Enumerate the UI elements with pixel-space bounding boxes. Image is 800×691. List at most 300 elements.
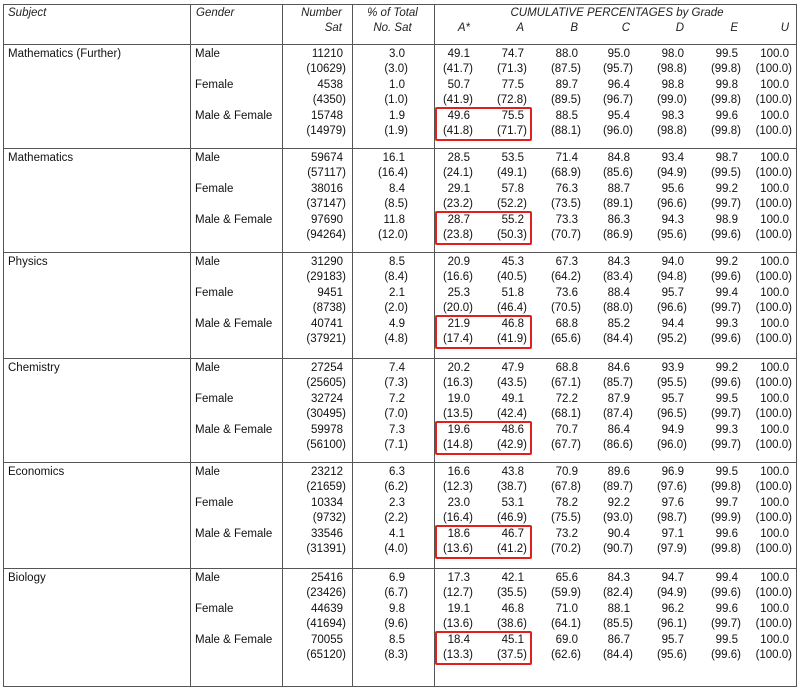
grade-value-prev: (97.9) xyxy=(656,543,687,555)
grade-value: 49.1 xyxy=(501,392,524,405)
gender-label: Male & Female xyxy=(195,109,273,122)
grade-value: 100.0 xyxy=(760,423,789,436)
grade-value: 100.0 xyxy=(760,572,789,584)
grade-value-prev: (13.5) xyxy=(442,408,473,421)
grade-value-prev: (100.0) xyxy=(755,408,792,421)
grade-value-prev: (84.4) xyxy=(602,333,633,345)
grade-value: 94.4 xyxy=(661,317,684,330)
pct-total-prev: (2.2) xyxy=(384,512,408,525)
column-divider xyxy=(190,4,191,686)
highlight-box xyxy=(435,525,532,559)
grade-value: 99.4 xyxy=(715,572,738,584)
grade-value-prev: (37.5) xyxy=(496,649,527,661)
grade-value: 25.3 xyxy=(447,286,470,299)
grade-value: 97.1 xyxy=(661,527,684,540)
grade-value-prev: (52.2) xyxy=(496,198,527,211)
grade-value-prev: (16.4) xyxy=(442,512,473,525)
number-sat: 97690 xyxy=(311,213,343,226)
pct-total: 6.9 xyxy=(389,572,405,584)
grade-value-prev: (67.7) xyxy=(550,439,581,451)
grade-value-prev: (94.9) xyxy=(656,167,687,180)
grade-value-prev: (12.3) xyxy=(442,481,473,494)
pct-total-prev: (6.2) xyxy=(384,481,408,494)
grade-value: 98.8 xyxy=(661,78,684,91)
grade-value: 53.1 xyxy=(501,496,524,509)
grade-value: 88.0 xyxy=(555,48,578,60)
grade-value: 89.7 xyxy=(555,78,578,91)
grade-value-prev: (100.0) xyxy=(755,649,792,661)
grade-value-prev: (99.6) xyxy=(710,229,741,241)
grade-value: 86.3 xyxy=(607,213,630,226)
grade-value-prev: (40.5) xyxy=(496,271,527,284)
header-gender: Gender xyxy=(196,7,235,19)
grade-value: 89.6 xyxy=(607,466,630,478)
grade-value-prev: (99.8) xyxy=(710,481,741,494)
grade-value: 47.9 xyxy=(501,362,524,374)
grade-value: 100.0 xyxy=(760,317,789,330)
gender-label: Female xyxy=(195,496,234,509)
grade-value-prev: (59.9) xyxy=(550,587,581,600)
header-grade-5: E xyxy=(730,22,738,34)
grade-value-prev: (99.6) xyxy=(710,377,741,390)
number-sat: 9451 xyxy=(317,286,343,299)
grade-value-prev: (42.4) xyxy=(496,408,527,421)
grade-value-prev: (87.4) xyxy=(602,408,633,421)
grade-value: 84.3 xyxy=(607,572,630,584)
highlight-box xyxy=(435,315,532,349)
grade-value: 99.8 xyxy=(715,78,738,91)
grade-value: 20.9 xyxy=(447,256,470,268)
grade-value-prev: (99.8) xyxy=(710,125,741,137)
pct-total: 4.1 xyxy=(389,527,405,540)
header-grade-0: A* xyxy=(457,22,470,34)
grade-value-prev: (70.5) xyxy=(550,302,581,315)
grade-value: 57.8 xyxy=(501,182,524,195)
header-pct-nosat: No. Sat xyxy=(373,22,412,34)
grade-value: 100.0 xyxy=(760,602,789,615)
subject-divider xyxy=(3,148,797,149)
header-number: Number xyxy=(301,7,342,19)
grade-value-prev: (23.2) xyxy=(442,198,473,211)
grade-value-prev: (16.6) xyxy=(442,271,473,284)
number-sat: 40741 xyxy=(311,317,343,330)
grade-value-prev: (94.9) xyxy=(656,587,687,600)
grade-value: 99.6 xyxy=(715,109,738,122)
pct-total: 1.0 xyxy=(389,78,405,91)
grade-value: 19.6 xyxy=(447,423,470,436)
grade-value-prev: (62.6) xyxy=(550,649,581,661)
grade-value: 88.7 xyxy=(607,182,630,195)
grade-value-prev: (82.4) xyxy=(602,587,633,600)
grade-value: 73.6 xyxy=(555,286,578,299)
grade-value-prev: (38.7) xyxy=(496,481,527,494)
grade-value: 46.8 xyxy=(501,602,524,615)
grade-value-prev: (99.6) xyxy=(710,333,741,345)
pct-total-prev: (9.6) xyxy=(384,618,408,631)
grade-value-prev: (71.3) xyxy=(496,63,527,76)
grade-value: 88.1 xyxy=(607,602,630,615)
subject-divider xyxy=(3,462,797,463)
grade-value: 99.3 xyxy=(715,317,738,330)
grade-value: 100.0 xyxy=(760,527,789,540)
grade-value-prev: (100.0) xyxy=(755,63,792,76)
grade-value: 95.7 xyxy=(661,286,684,299)
subject-divider xyxy=(3,252,797,253)
grade-value: 100.0 xyxy=(760,78,789,91)
grade-value: 95.0 xyxy=(607,48,630,60)
grade-value: 29.1 xyxy=(447,182,470,195)
grade-value: 99.6 xyxy=(715,602,738,615)
subject-divider xyxy=(3,568,797,569)
grade-value-prev: (94.8) xyxy=(656,271,687,284)
grade-value-prev: (70.7) xyxy=(550,229,581,241)
grade-value: 100.0 xyxy=(760,213,789,226)
grade-value: 51.8 xyxy=(501,286,524,299)
grade-value-prev: (96.0) xyxy=(602,125,633,137)
grade-value: 99.6 xyxy=(715,527,738,540)
grade-value-prev: (95.6) xyxy=(656,229,687,241)
grade-value-prev: (98.8) xyxy=(656,125,687,137)
number-sat: 23212 xyxy=(311,466,343,478)
grade-value: 71.4 xyxy=(555,152,578,164)
grade-value-prev: (99.6) xyxy=(710,649,741,661)
grade-value: 71.0 xyxy=(555,602,578,615)
grade-value: 96.9 xyxy=(661,466,684,478)
grade-value-prev: (99.0) xyxy=(656,94,687,107)
grade-value-prev: (100.0) xyxy=(755,439,792,451)
grade-value-prev: (99.7) xyxy=(710,618,741,631)
grade-value-prev: (12.7) xyxy=(442,587,473,600)
number-sat-prev: (37921) xyxy=(306,333,346,345)
gender-label: Male & Female xyxy=(195,527,273,540)
grade-value-prev: (95.2) xyxy=(656,333,687,345)
grade-value-prev: (89.1) xyxy=(602,198,633,211)
grade-value-prev: (100.0) xyxy=(755,271,792,284)
grade-value-prev: (100.0) xyxy=(755,481,792,494)
gender-label: Female xyxy=(195,602,234,615)
grade-value: 92.2 xyxy=(607,496,630,509)
grade-value-prev: (13.3) xyxy=(442,649,473,661)
pct-total-prev: (4.8) xyxy=(384,333,408,345)
grade-value: 18.6 xyxy=(447,527,470,540)
grade-value-prev: (99.6) xyxy=(710,587,741,600)
grade-value-prev: (99.8) xyxy=(710,543,741,555)
grade-value-prev: (71.7) xyxy=(496,125,527,137)
grade-value: 69.0 xyxy=(555,633,578,646)
grade-value: 99.4 xyxy=(715,286,738,299)
grade-value: 100.0 xyxy=(760,392,789,405)
header-divider xyxy=(3,44,797,45)
grade-value: 86.7 xyxy=(607,633,630,646)
header-number-sat: Sat xyxy=(324,22,342,34)
column-divider xyxy=(3,4,4,686)
grade-value-prev: (49.1) xyxy=(496,167,527,180)
grade-value-prev: (46.4) xyxy=(496,302,527,315)
grade-value-prev: (67.8) xyxy=(550,481,581,494)
grade-value-prev: (88.0) xyxy=(602,302,633,315)
grade-value-prev: (95.6) xyxy=(656,649,687,661)
number-sat: 44639 xyxy=(311,602,343,615)
grade-value-prev: (99.7) xyxy=(710,439,741,451)
subject-name: Economics xyxy=(8,466,65,478)
grade-value-prev: (89.5) xyxy=(550,94,581,107)
grade-value-prev: (100.0) xyxy=(755,94,792,107)
number-sat-prev: (30495) xyxy=(306,408,346,421)
number-sat-prev: (4350) xyxy=(312,94,346,107)
grade-value: 50.7 xyxy=(447,78,470,91)
grade-value-prev: (41.7) xyxy=(442,63,473,76)
grade-value-prev: (72.8) xyxy=(496,94,527,107)
grade-value: 75.5 xyxy=(501,109,524,122)
highlight-box xyxy=(435,107,532,141)
grade-value-prev: (95.7) xyxy=(602,63,633,76)
subject-divider xyxy=(3,358,797,359)
grade-value: 84.8 xyxy=(607,152,630,164)
grade-value: 46.7 xyxy=(501,527,524,540)
number-sat-prev: (56100) xyxy=(306,439,346,451)
grade-value-prev: (100.0) xyxy=(755,543,792,555)
grade-value: 99.2 xyxy=(715,256,738,268)
grade-value-prev: (41.2) xyxy=(496,543,527,555)
grade-value: 94.9 xyxy=(661,423,684,436)
pct-total: 11.8 xyxy=(383,213,405,226)
subject-name: Mathematics xyxy=(8,152,74,164)
grade-value-prev: (68.1) xyxy=(550,408,581,421)
pct-total-prev: (8.3) xyxy=(384,649,408,661)
pct-total: 2.1 xyxy=(389,286,405,299)
grade-value: 70.7 xyxy=(555,423,578,436)
pct-total-prev: (4.0) xyxy=(384,543,408,555)
grade-value: 98.3 xyxy=(661,109,684,122)
grade-value-prev: (85.7) xyxy=(602,377,633,390)
grade-value: 43.8 xyxy=(501,466,524,478)
number-sat-prev: (29183) xyxy=(306,271,346,284)
pct-total: 7.3 xyxy=(389,423,405,436)
number-sat-prev: (21659) xyxy=(306,481,346,494)
gender-label: Female xyxy=(195,78,234,91)
grade-value-prev: (70.2) xyxy=(550,543,581,555)
grade-value-prev: (42.9) xyxy=(496,439,527,451)
number-sat: 33546 xyxy=(311,527,343,540)
grade-value: 85.2 xyxy=(607,317,630,330)
grade-value-prev: (13.6) xyxy=(442,543,473,555)
number-sat-prev: (25605) xyxy=(306,377,346,390)
grade-value: 98.0 xyxy=(661,48,684,60)
number-sat-prev: (10629) xyxy=(306,63,346,76)
grade-value-prev: (89.7) xyxy=(602,481,633,494)
grade-value: 99.7 xyxy=(715,496,738,509)
pct-total: 8.5 xyxy=(389,633,405,646)
grade-value-prev: (100.0) xyxy=(755,333,792,345)
grade-value-prev: (100.0) xyxy=(755,587,792,600)
gender-label: Male & Female xyxy=(195,213,273,226)
number-sat: 15748 xyxy=(311,109,343,122)
grade-value-prev: (100.0) xyxy=(755,618,792,631)
gender-label: Male xyxy=(195,466,220,478)
pct-total-prev: (3.0) xyxy=(384,63,408,76)
grade-value-prev: (84.4) xyxy=(602,649,633,661)
header-cumulative: CUMULATIVE PERCENTAGES by Grade xyxy=(510,7,724,19)
grade-value: 74.7 xyxy=(501,48,524,60)
number-sat-prev: (37147) xyxy=(306,198,346,211)
grade-value: 100.0 xyxy=(760,362,789,374)
number-sat-prev: (57117) xyxy=(307,167,346,180)
highlight-box xyxy=(435,211,532,245)
pct-total-prev: (7.1) xyxy=(384,439,408,451)
pct-total: 4.9 xyxy=(389,317,405,330)
grade-value-prev: (41.9) xyxy=(496,333,527,345)
grade-value-prev: (43.5) xyxy=(496,377,527,390)
grade-value: 99.5 xyxy=(715,633,738,646)
number-sat: 31290 xyxy=(311,256,343,268)
gender-label: Male & Female xyxy=(195,633,273,646)
grade-value-prev: (90.7) xyxy=(602,543,633,555)
grade-value: 87.9 xyxy=(607,392,630,405)
bottom-border xyxy=(3,686,797,687)
grade-value-prev: (67.1) xyxy=(550,377,581,390)
grade-value: 100.0 xyxy=(760,466,789,478)
pct-total: 8.4 xyxy=(389,182,405,195)
number-sat: 4538 xyxy=(317,78,343,91)
grade-value: 100.0 xyxy=(760,496,789,509)
grade-value: 94.0 xyxy=(661,256,684,268)
gender-label: Male & Female xyxy=(195,423,273,436)
grade-value-prev: (100.0) xyxy=(755,167,792,180)
gender-label: Male xyxy=(195,152,220,164)
grade-value-prev: (86.9) xyxy=(602,229,633,241)
grade-value: 84.6 xyxy=(607,362,630,374)
grade-value: 18.4 xyxy=(447,633,470,646)
grade-value: 78.2 xyxy=(555,496,578,509)
grade-value-prev: (14.8) xyxy=(442,439,473,451)
grade-value: 100.0 xyxy=(760,48,789,60)
grade-value-prev: (50.3) xyxy=(496,229,527,241)
grade-value-prev: (99.8) xyxy=(710,63,741,76)
grade-value-prev: (98.7) xyxy=(656,512,687,525)
grade-value: 93.9 xyxy=(661,362,684,374)
number-sat: 32724 xyxy=(311,392,343,405)
pct-total-prev: (16.4) xyxy=(377,167,408,180)
subject-name: Chemistry xyxy=(8,362,60,374)
gender-label: Male xyxy=(195,362,220,374)
pct-total-prev: (2.0) xyxy=(384,302,408,315)
grade-value: 45.3 xyxy=(501,256,524,268)
grade-value-prev: (86.6) xyxy=(602,439,633,451)
grade-value: 100.0 xyxy=(760,152,789,164)
grade-value: 99.2 xyxy=(715,182,738,195)
grade-value-prev: (41.9) xyxy=(442,94,473,107)
grade-value: 68.8 xyxy=(555,362,578,374)
pct-total: 16.1 xyxy=(382,152,405,164)
grade-value: 100.0 xyxy=(760,286,789,299)
grade-value-prev: (83.4) xyxy=(602,271,633,284)
header-pct-total: % of Total xyxy=(367,7,418,19)
number-sat-prev: (14979) xyxy=(306,125,346,137)
grade-value-prev: (98.8) xyxy=(656,63,687,76)
grade-value-prev: (100.0) xyxy=(755,512,792,525)
pct-total: 7.2 xyxy=(389,392,405,405)
grade-value-prev: (99.8) xyxy=(710,94,741,107)
number-sat-prev: (9732) xyxy=(312,512,346,525)
subject-name: Biology xyxy=(8,572,46,584)
header-grade-2: B xyxy=(570,22,578,34)
pct-total-prev: (7.3) xyxy=(384,377,408,390)
number-sat-prev: (31391) xyxy=(306,543,346,555)
grade-value-prev: (38.6) xyxy=(496,618,527,631)
grade-value: 99.5 xyxy=(715,392,738,405)
grade-value: 46.8 xyxy=(501,317,524,330)
grade-value: 90.4 xyxy=(607,527,630,540)
pct-total-prev: (8.4) xyxy=(384,271,408,284)
grade-value: 21.9 xyxy=(447,317,470,330)
grade-value: 99.3 xyxy=(715,423,738,436)
pct-total: 3.0 xyxy=(389,48,405,60)
grade-value-prev: (95.5) xyxy=(656,377,687,390)
grade-value-prev: (99.9) xyxy=(710,512,741,525)
gender-label: Female xyxy=(195,392,234,405)
number-sat-prev: (41694) xyxy=(306,618,346,631)
grade-value-prev: (100.0) xyxy=(755,302,792,315)
header-grade-3: C xyxy=(621,22,630,34)
grade-value: 88.5 xyxy=(555,109,578,122)
pct-total: 6.3 xyxy=(389,466,405,478)
grade-value: 95.4 xyxy=(607,109,630,122)
grade-value: 16.6 xyxy=(447,466,470,478)
grade-value: 23.0 xyxy=(447,496,470,509)
grade-value-prev: (73.5) xyxy=(550,198,581,211)
pct-total: 8.5 xyxy=(389,256,405,268)
grade-value: 73.2 xyxy=(555,527,578,540)
grade-value: 100.0 xyxy=(760,182,789,195)
number-sat: 27254 xyxy=(311,362,343,374)
top-border xyxy=(3,4,797,5)
pct-total: 7.4 xyxy=(389,362,405,374)
grade-value: 76.3 xyxy=(555,182,578,195)
gender-label: Female xyxy=(195,182,234,195)
grade-value-prev: (99.7) xyxy=(710,302,741,315)
highlight-box xyxy=(435,421,532,455)
grade-value-prev: (85.6) xyxy=(602,167,633,180)
grade-value: 94.7 xyxy=(661,572,684,584)
grade-value: 99.5 xyxy=(715,466,738,478)
grade-value-prev: (13.6) xyxy=(442,618,473,631)
grade-value: 86.4 xyxy=(607,423,630,436)
grade-value: 49.6 xyxy=(447,109,470,122)
grade-value: 100.0 xyxy=(760,256,789,268)
grade-value: 95.6 xyxy=(661,182,684,195)
pct-total-prev: (12.0) xyxy=(377,229,408,241)
grade-value: 28.7 xyxy=(447,213,470,226)
grade-value-prev: (41.8) xyxy=(442,125,473,137)
header-grade-1: A xyxy=(516,22,524,34)
grade-value-prev: (96.1) xyxy=(656,618,687,631)
pct-total: 1.9 xyxy=(389,109,405,122)
highlight-box xyxy=(435,631,532,665)
grade-value-prev: (97.6) xyxy=(656,481,687,494)
header-grade-6: U xyxy=(780,22,789,34)
grade-value-prev: (93.0) xyxy=(602,512,633,525)
grade-value: 84.3 xyxy=(607,256,630,268)
grade-value-prev: (17.4) xyxy=(442,333,473,345)
number-sat: 25416 xyxy=(311,572,343,584)
pct-total: 9.8 xyxy=(389,602,405,615)
grade-value-prev: (88.1) xyxy=(550,125,581,137)
grade-value: 100.0 xyxy=(760,633,789,646)
number-sat: 38016 xyxy=(311,182,343,195)
grade-value-prev: (99.7) xyxy=(710,408,741,421)
grade-value-prev: (64.1) xyxy=(550,618,581,631)
grade-value-prev: (99.7) xyxy=(710,198,741,211)
